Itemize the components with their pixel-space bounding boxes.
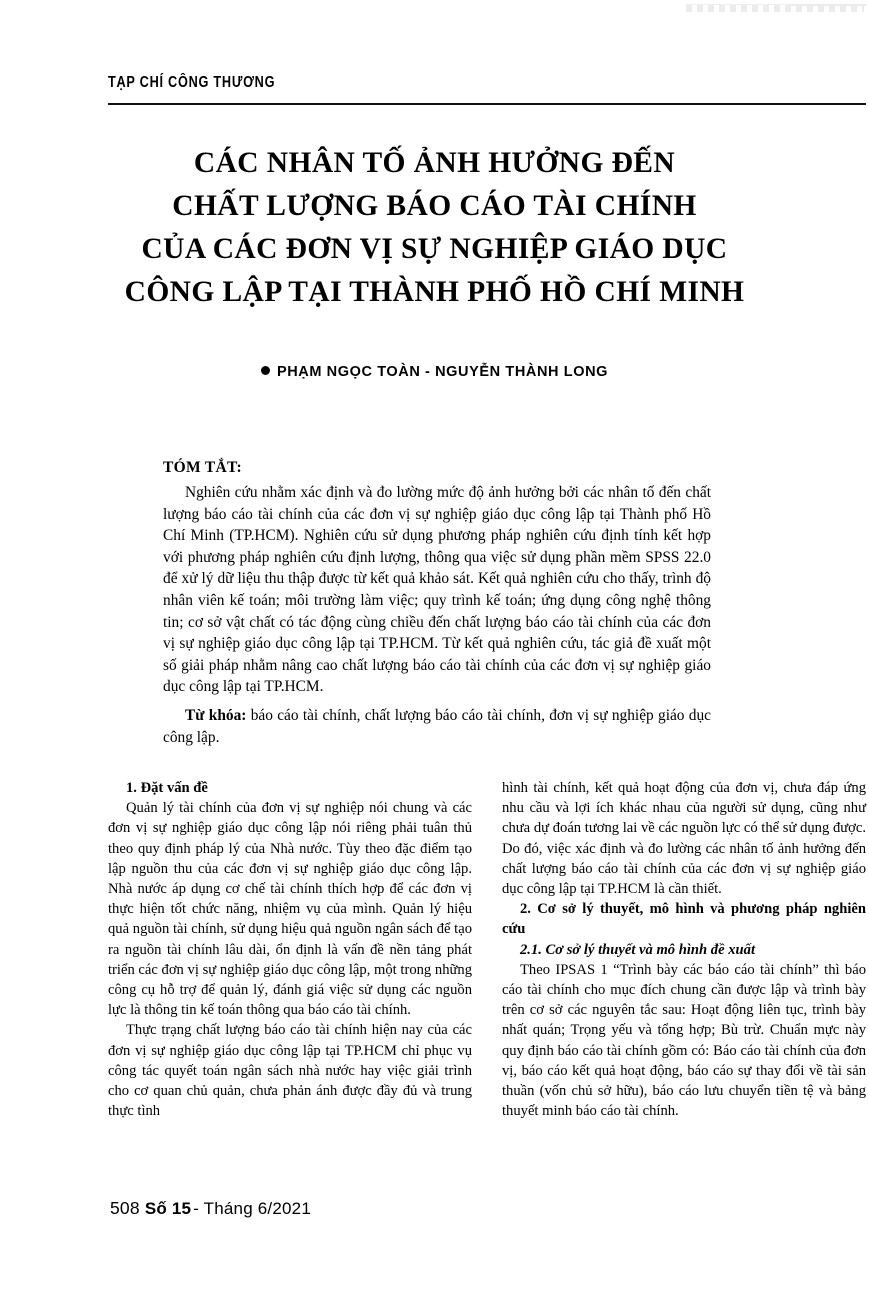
paragraph-continuation: hình tài chính, kết quả hoạt động của đơn vị, chưa đáp ứng nhu cầu và lợi ích khác nhau của người sử dụng, cũng như chưa dự đoán tương lai về các nguồn lực có thể sử dụng được. Do đó, việc xác định và đo lường các nhân tố ảnh hưởng đến chất lượng báo cáo tài chính của các đơn vị sự nghiệp giáo dục công lập tại TP.HCM là cần thiết.: [502, 780, 866, 898]
author-byline: [0, 364, 869, 380]
right-column: [502, 778, 866, 1168]
left-column: [108, 778, 472, 1168]
masthead: [108, 74, 868, 91]
page-title: [0, 142, 869, 314]
body-columns: [108, 778, 866, 1168]
footer-issue-date: - Tháng 6/2021: [193, 1199, 311, 1218]
footer-page-number: 508: [110, 1198, 140, 1218]
abstract-section: [163, 458, 711, 748]
page-footer: [110, 1198, 311, 1219]
masthead-divider: [108, 103, 866, 105]
title-line-3: CỦA CÁC ĐƠN VỊ SỰ NGHIỆP GIÁO DỤC: [141, 233, 728, 265]
keywords-text: báo cáo tài chính, chất lượng báo cáo tài chính, đơn vị sự nghiệp giáo dục công lập.: [163, 706, 711, 746]
section-heading-1: 1. Đặt vấn đề: [126, 780, 208, 796]
keywords-line: [163, 705, 711, 748]
masthead-title: TẠP CHÍ CÔNG THƯƠNG: [108, 74, 276, 91]
title-line-2: CHẤT LƯỢNG BÁO CÁO TÀI CHÍNH: [172, 190, 697, 222]
title-line-4: CÔNG LẬP TẠI THÀNH PHỐ HỒ CHÍ MINH: [124, 276, 745, 308]
footer-issue: Số 15: [144, 1199, 192, 1218]
paragraph: Quản lý tài chính của đơn vị sự nghiệp nói chung và các đơn vị sự nghiệp giáo dục công lập nói riêng phải tuân thủ theo quy định pháp lý của Nhà nước. Tùy theo đặc điểm tạo lập nguồn thu của các đơn vị sự nghiệp giáo dục công lập. Nhà nước áp dụng cơ chế tài chính thích hợp để các đơn vị thực hiện tốt chức năng, nhiệm vụ của mình. Quản lý hiệu quả nguồn tài chính, sử dụng hiệu quả nguồn ngân sách để tạo ra nguồn tài chính lâu dài, ổn định là vấn đề nền tảng phát triển các đơn vị sự nghiệp giáo dục công lập, một trong những công cụ hỗ trợ để quản lý, đánh giá việc sử dụng các nguồn lực là thông tin kế toán thông qua báo cáo tài chính.: [108, 800, 472, 1019]
title-line-1: CÁC NHÂN TỐ ẢNH HƯỞNG ĐẾN: [193, 147, 676, 179]
subsection-heading-2-1: 2.1. Cơ sở lý thuyết và mô hình đề xuất: [520, 941, 755, 958]
abstract-heading: TÓM TẮT:: [163, 459, 242, 476]
keywords-label: Từ khóa:: [185, 706, 247, 724]
scan-edge-artifact-tail: [790, 4, 866, 6]
paragraph: Theo IPSAS 1 “Trình bày các báo cáo tài chính” thì báo cáo tài chính cho mục đích chung cần được lập và trình bày trên cơ sở các nguyên tắc sau: Hoạt động liên tục, trình bày nhất quán; Trọng yếu và tổng hợp; Bù trừ. Chuẩn mực này quy định báo cáo tài chính gồm có: Báo cáo tài chính của đơn vị, báo cáo kết quả hoạt động, báo cáo sự thay đổi về tài sản thuần (vốn chủ sở hữu), báo cáo lưu chuyển tiền tệ và bảng thuyết minh báo cáo tài chính.: [502, 961, 866, 1120]
bullet-icon: [261, 366, 270, 375]
author-names: PHẠM NGỌC TOÀN - NGUYỄN THÀNH LONG: [276, 364, 609, 380]
abstract-body: Nghiên cứu nhằm xác định và đo lường mức độ ảnh hưởng bởi các nhân tố đến chất lượng báo cáo tài chính của các đơn vị sự nghiệp giáo dục công lập tại Thành phố Hồ Chí Minh (TP.HCM). Nghiên cứu sử dụng phương pháp nghiên cứu định tính kết hợp với phương pháp nghiên cứu định lượng, thông qua việc sử dụng phần mềm SPSS 22.0 để xử lý dữ liệu thu thập được từ kết quả khảo sát. Kết quả nghiên cứu cho thấy, trình độ nhân viên kế toán; môi trường làm việc; quy trình kế toán; ứng dụng công nghệ thông tin; cơ sở vật chất có tác động cùng chiều đến chất lượng báo cáo tài chính của các đơn vị sự nghiệp giáo dục công lập tại TP.HCM. Từ kết quả nghiên cứu, tác giả đề xuất một số giải pháp nhằm nâng cao chất lượng báo cáo tài chính của các đơn vị sự nghiệp giáo dục công lập tại TP.HCM.: [163, 484, 711, 696]
section-heading-2: 2. Cơ sở lý thuyết, mô hình và phương pháp nghiên cứu: [502, 901, 866, 938]
paragraph: Thực trạng chất lượng báo cáo tài chính hiện nay của các đơn vị sự nghiệp giáo dục công lập tại TP.HCM chỉ phục vụ công tác quyết toán ngân sách nhà nước hay việc giải trình cho cơ quan chủ quản, chưa phản ánh được đầy đủ và trung thực tình: [108, 1022, 472, 1120]
